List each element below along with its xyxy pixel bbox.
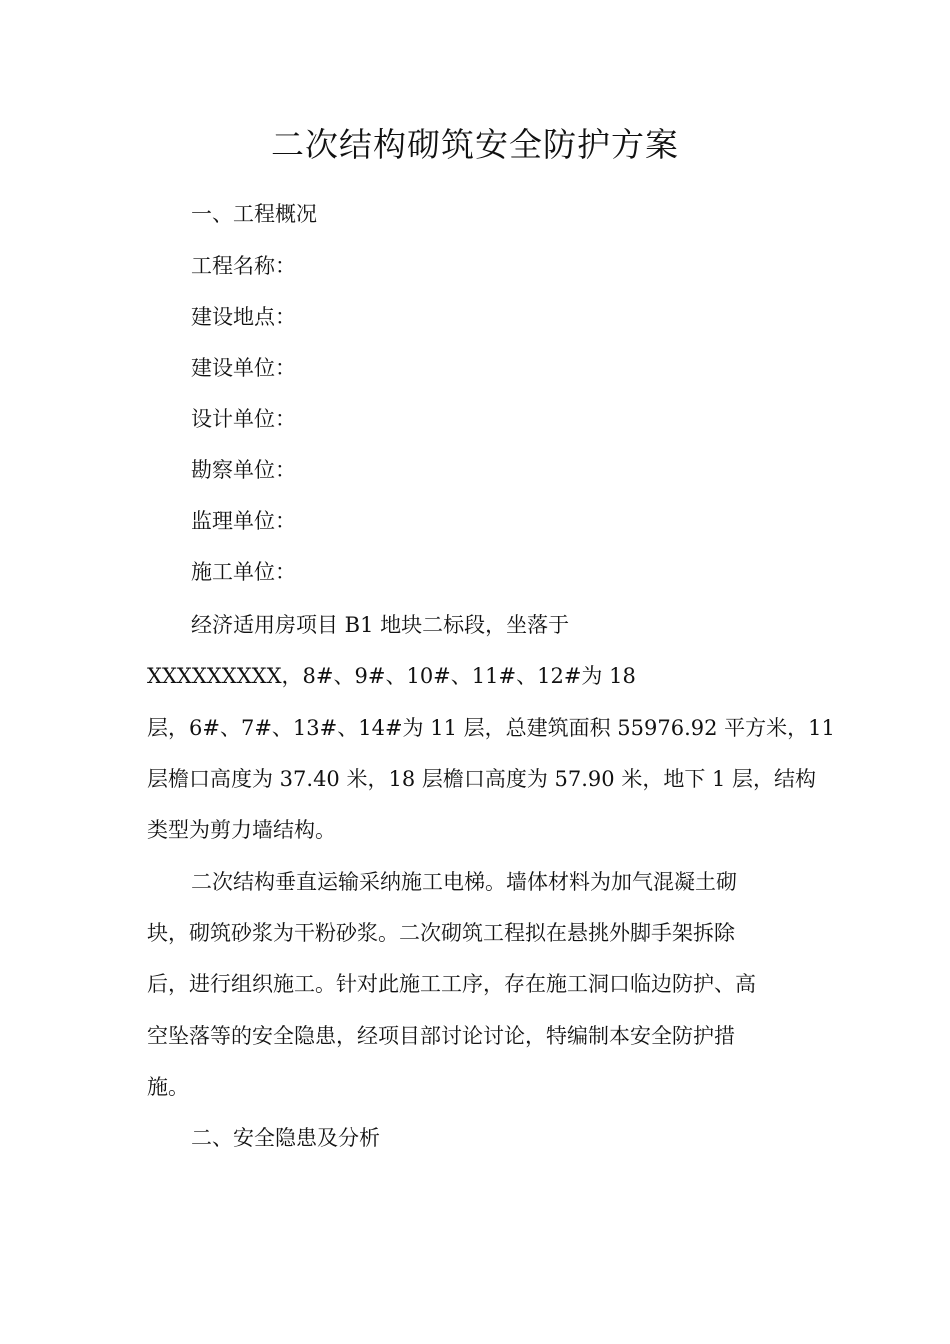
- paragraph-line: 后，进行组织施工。针对此施工工序，存在施工洞口临边防护、高: [147, 972, 756, 996]
- field-designer: 设计单位：: [191, 407, 296, 431]
- field-supervisor: 监理单位：: [191, 509, 296, 533]
- paragraph-line: 空坠落等的安全隐患，经项目部讨论讨论，特编制本安全防护措: [147, 1024, 735, 1048]
- paragraph-line: 二次结构垂直运输采纳施工电梯。墙体材料为加气混凝土砌: [191, 870, 737, 894]
- paragraph-line: 施。: [147, 1075, 189, 1099]
- field-project-name: 工程名称：: [191, 254, 296, 278]
- paragraph-line: XXXXXXXXX，8#、9#、10#、11#、12#为 18: [147, 664, 636, 688]
- section-heading-overview: 一、工程概况: [191, 202, 317, 226]
- field-contractor: 施工单位：: [191, 560, 296, 584]
- paragraph-line: 经济适用房项目 B1 地块二标段，坐落于: [191, 613, 570, 637]
- field-owner: 建设单位：: [191, 356, 296, 380]
- section-heading-hazards: 二、安全隐患及分析: [191, 1126, 380, 1150]
- paragraph-line: 层檐口高度为 37.40 米，18 层檐口高度为 57.90 米，地下 1 层，结构: [147, 767, 817, 791]
- paragraph-line: 层，6#、7#、13#、14#为 11 层，总建筑面积 55976.92 平方米，11: [147, 716, 835, 740]
- paragraph-line: 块，砌筑砂浆为干粉砂浆。二次砌筑工程拟在悬挑外脚手架拆除: [147, 921, 735, 945]
- paragraph-line: 类型为剪力墙结构。: [147, 818, 336, 842]
- field-location: 建设地点：: [191, 305, 296, 329]
- document-title: 二次结构砌筑安全防护方案: [271, 125, 679, 164]
- field-surveyor: 勘察单位：: [191, 458, 296, 482]
